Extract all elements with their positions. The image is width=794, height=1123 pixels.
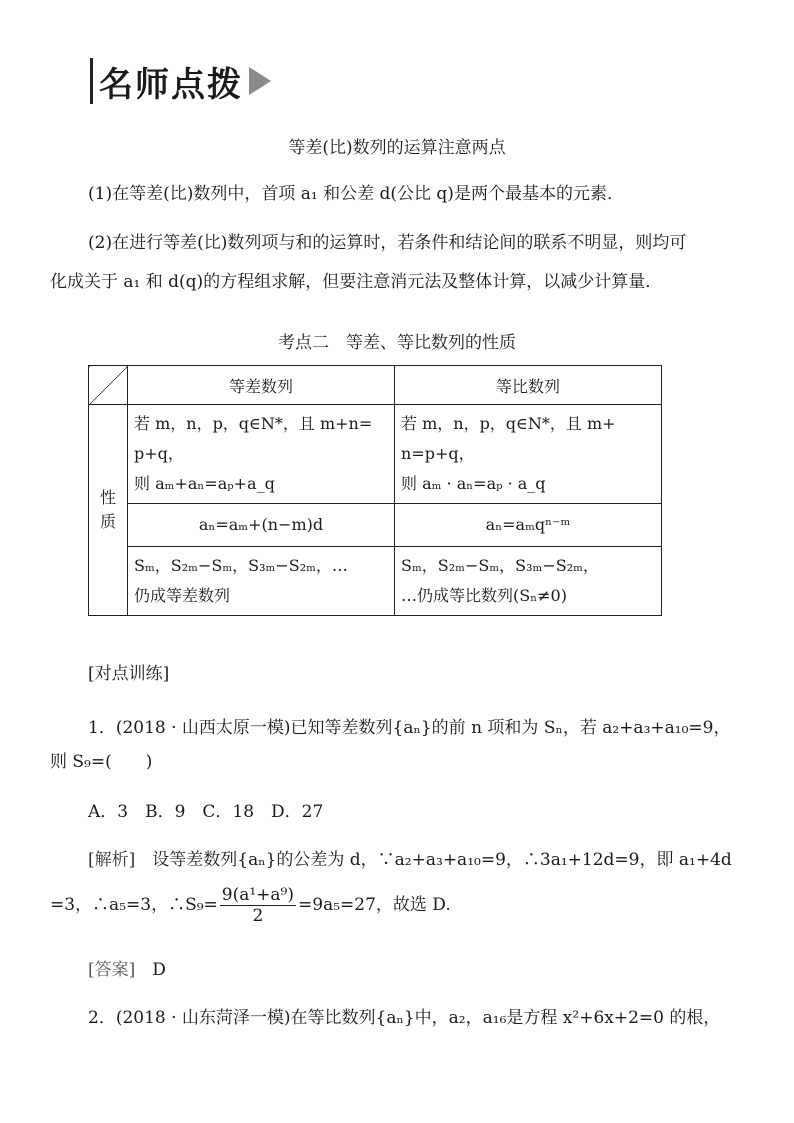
table-cell xyxy=(395,547,662,616)
table-cell xyxy=(395,405,662,504)
table-cell xyxy=(128,504,395,547)
answer-line xyxy=(88,958,753,982)
section2-title: 考点二 等差、等比数列的性质 xyxy=(278,333,516,353)
analysis-text-a: =3，∴a₅=3，∴S₉= xyxy=(50,895,218,915)
cell-line: 仍成等差数列 xyxy=(134,586,231,605)
question-2-line1: 2．(2018 · 山东菏泽一模)在等比数列{aₙ}中，a₂，a₁₆是方程 x²+6x+2=0 的根， xyxy=(88,1008,721,1028)
analysis-text: 设等差数列{aₙ}的公差为 d，∵a₂+a₃+a₁₀=9，∴3a₁+12d=9，即 a₁+4d xyxy=(135,850,732,870)
cell-line: …仍成等比数列(Sₙ≠0) xyxy=(401,586,567,605)
question-1-options: A．3 B．9 C．18 D．27 xyxy=(88,802,324,822)
header-bar xyxy=(90,58,93,104)
analysis-tag: [解析] xyxy=(88,850,136,870)
answer-tag: [答案] xyxy=(88,960,136,980)
cell-line: aₙ=aₘ+(n−m)d xyxy=(198,515,324,534)
analysis-text-b: =9a₅=27，故选 D. xyxy=(298,895,451,915)
section-header xyxy=(90,58,271,104)
para-1: (1)在等差(比)数列中，首项 a₁ 和公差 d(公比 q)是两个最基本的元素． xyxy=(88,184,624,204)
table-corner-cell xyxy=(89,366,128,405)
row-label-properties xyxy=(89,405,128,616)
cell-line: n=p+q， xyxy=(401,444,475,463)
cell-line: 若 m，n，p，q∈N*，且 m+ xyxy=(401,414,616,433)
cell-line: 若 m，n，p，q∈N*，且 m+n= xyxy=(134,414,373,433)
answer-value: D xyxy=(135,960,166,980)
analysis-line1 xyxy=(88,848,753,872)
row-label-text: 性质 xyxy=(99,488,116,531)
cell-line: 则 aₘ · aₙ=aₚ · a_q xyxy=(401,474,546,493)
fraction xyxy=(220,885,296,926)
col-header-geo: 等比数列 xyxy=(395,366,662,405)
para-2-line2: 化成关于 a₁ 和 d(q)的方程组求解，但要注意消元法及整体计算，以减少计算量． xyxy=(50,272,663,292)
header-title: 名师点拨 xyxy=(99,64,243,105)
training-tag: [对点训练] xyxy=(88,664,170,684)
table-cell xyxy=(128,547,395,616)
question-1-line2: 则 S₉=( ) xyxy=(50,752,153,772)
question-1-line1: 1．(2018 · 山西太原一模)已知等差数列{aₙ}的前 n 项和为 Sₙ，若 a₂+a₃+a₁₀=9， xyxy=(88,718,731,738)
cell-line: p+q， xyxy=(134,444,184,463)
analysis-line2 xyxy=(50,880,715,930)
triangle-arrow-icon xyxy=(249,67,271,95)
para-2-line1: (2)在进行等差(比)数列项与和的运算时，若条件和结论间的联系不明显，则均可 xyxy=(88,233,687,253)
cell-line: aₙ=aₘqⁿ⁻ᵐ xyxy=(485,515,571,534)
cell-line: Sₘ，S₂ₘ−Sₘ，S₃ₘ−S₂ₘ， xyxy=(401,556,599,575)
cell-line: 则 aₘ+aₙ=aₚ+a_q xyxy=(134,474,275,493)
section1-title: 等差(比)数列的运算注意两点 xyxy=(288,138,506,158)
fraction-denominator: 2 xyxy=(252,905,264,926)
table-cell xyxy=(395,504,662,547)
col-header-arith: 等差数列 xyxy=(128,366,395,405)
properties-table xyxy=(88,365,662,616)
table-cell xyxy=(128,405,395,504)
fraction-numerator: 9(a¹+a⁹) xyxy=(221,884,295,905)
cell-line: Sₘ，S₂ₘ−Sₘ，S₃ₘ−S₂ₘ，… xyxy=(134,556,348,575)
